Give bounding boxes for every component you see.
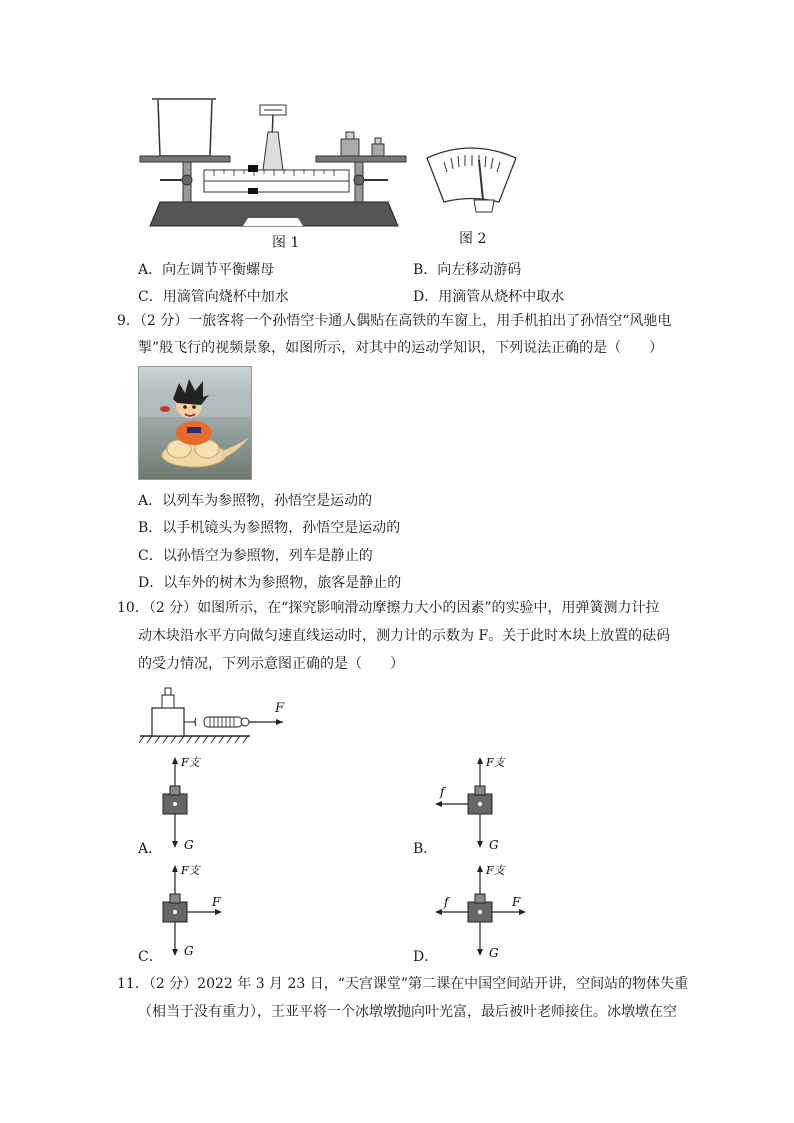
figure-1-caption: 图 1 [272, 235, 300, 251]
friction-label: f [444, 895, 449, 909]
q9-option-b: B．以手机镜头为参照物，孙悟空是运动的 [138, 520, 401, 536]
q10-option-d: D． [413, 949, 439, 965]
q10-option-b: B． [413, 841, 438, 857]
q10-option-c: C． [138, 949, 163, 965]
q8-option-c: C．用滴管向烧杯中加水 [138, 289, 289, 305]
support-force-label: F支 [181, 864, 200, 877]
q9-stem-line-1: 9．（2 分）一旅客将一个孙悟空卡通人偶贴在高铁的车窗上，用手机拍出了孙悟空“风驰电 [117, 313, 672, 329]
q9-stem-line-2: 掣”般飞行的视频景象，如图所示，对其中的运动学知识，下列说法正确的是（ ） [138, 340, 664, 356]
q8-option-a: A．向左调节平衡螺母 [138, 262, 275, 278]
figure-2-caption: 图 2 [459, 231, 487, 247]
gravity-label: G [184, 838, 194, 852]
pointer-dial-figure [424, 140, 519, 215]
q8-option-d: D．用滴管从烧杯中取水 [413, 289, 565, 305]
setup-force-label: F [275, 701, 285, 716]
gravity-label: G [489, 946, 499, 960]
gravity-label: G [489, 838, 499, 852]
q8-option-b: B．向左移动游码 [413, 262, 522, 278]
q10-diagram-b [428, 754, 518, 854]
q10-diagram-d [428, 862, 538, 962]
gravity-label: G [184, 944, 194, 958]
q9-option-d: D．以车外的树木为参照物，旅客是静止的 [138, 575, 402, 591]
support-force-label: F支 [486, 756, 505, 769]
friction-label: f [440, 785, 445, 799]
q10-stem-line-2: 动木块沿水平方向做匀速直线运动时，测力计的示数为 F。关于此时木块上放置的砝码 [138, 628, 671, 644]
support-force-label: F支 [486, 864, 505, 877]
wukong-photo [138, 366, 252, 480]
q9-option-a: A．以列车为参照物，孙悟空是运动的 [138, 493, 373, 509]
friction-setup-figure [138, 680, 293, 746]
pull-force-label: F [212, 895, 221, 909]
balance-figure [138, 92, 413, 232]
support-force-label: F支 [181, 756, 200, 769]
q11-stem-line-1: 11．（2 分）2022 年 3 月 23 日，“天宫课堂”第二课在中国空间站开讲，空间站的物体失重 [117, 976, 689, 992]
pull-force-label: F [512, 895, 521, 909]
q11-stem-line-2: （相当于没有重力），王亚平将一个冰墩墩抛向叶光富，最后被叶老师接住。冰墩墩在空 [138, 1004, 677, 1020]
q9-option-c: C．以孙悟空为参照物，列车是静止的 [138, 548, 373, 564]
q10-option-a: A． [138, 841, 163, 857]
q10-stem-line-3: 的受力情况，下列示意图正确的是（ ） [138, 656, 404, 672]
q10-stem-line-1: 10．（2 分）如图所示，在“探究影响滑动摩擦力大小的因素”的实验中，用弹簧测力计拉 [117, 600, 660, 616]
